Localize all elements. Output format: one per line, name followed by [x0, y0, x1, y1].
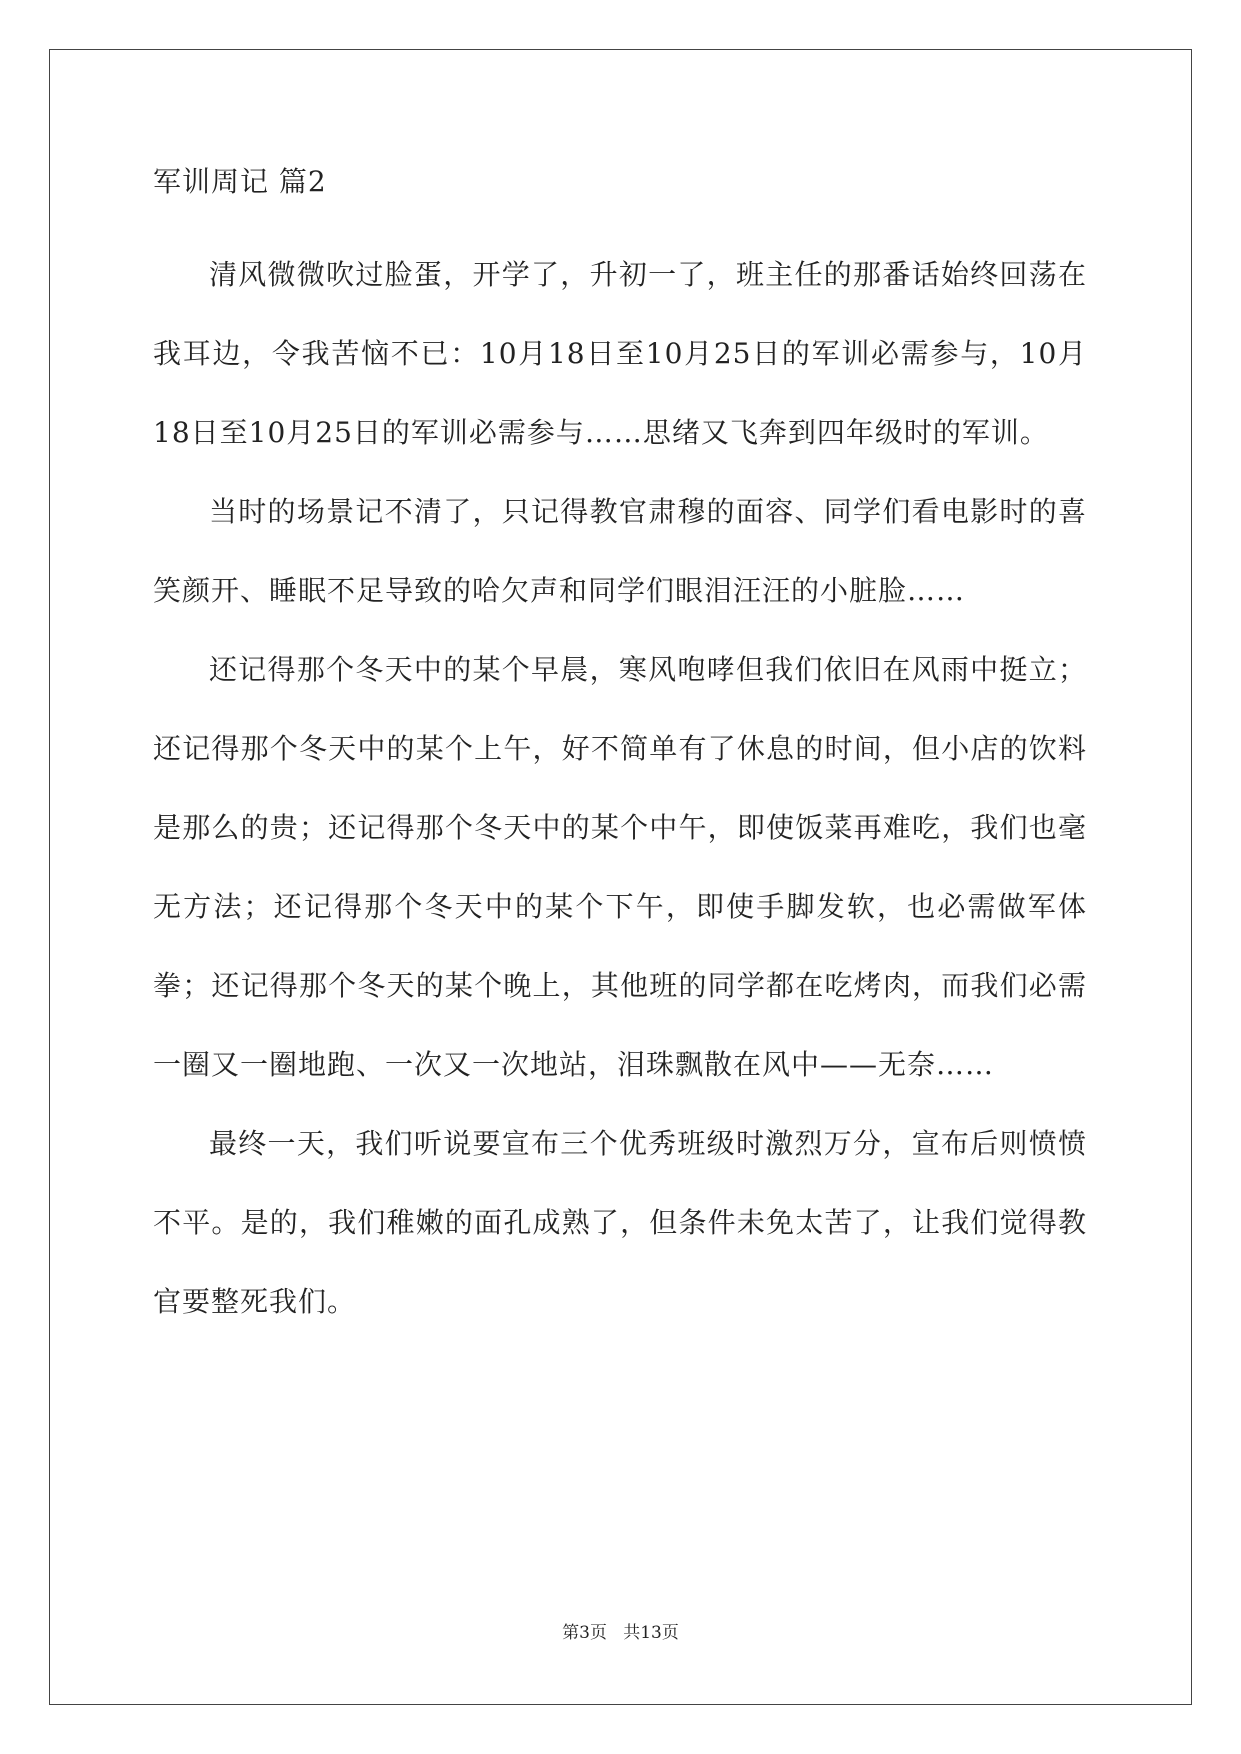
paragraph-3: 还记得那个冬天中的某个早晨，寒风咆哮但我们依旧在风雨中挺立；还记得那个冬天中的某个上午，好不简单有了休息的时间，但小店的饮料是那么的贵；还记得那个冬天中的某个中午，即使饭菜再难吃，我们也毫无方法；还记得那个冬天中的某个下午，即使手脚发软，也必需做军体拳；还记得那个冬天的某个晚上，其他班的同学都在吃烤肉，而我们必需一圈又一圈地跑、一次又一次地站，泪珠飘散在风中——无奈…… [153, 653, 1087, 1081]
page-number: 第3页 [562, 1623, 607, 1643]
document-title: 军训周记 篇2 [153, 165, 327, 198]
paragraph-4: 最终一天，我们听说要宣布三个优秀班级时激烈万分，宣布后则愤愤不平。是的，我们稚嫩的面孔成熟了，但条件未免太苦了，让我们觉得教官要整死我们。 [153, 1127, 1087, 1318]
page-footer [0, 1618, 1241, 1643]
document-body [153, 162, 1087, 1341]
page-total: 共13页 [623, 1623, 679, 1643]
paragraph-1: 清风微微吹过脸蛋，开学了，升初一了，班主任的那番话始终回荡在我耳边，令我苦恼不已：10月18日至10月25日的军训必需参与，10月18日至10月25日的军训必需参与……思绪又飞奔到四年级时的军训。 [153, 258, 1087, 449]
paragraph-2: 当时的场景记不清了，只记得教官肃穆的面容、同学们看电影时的喜笑颜开、睡眠不足导致的哈欠声和同学们眼泪汪汪的小脏脸…… [153, 495, 1087, 607]
